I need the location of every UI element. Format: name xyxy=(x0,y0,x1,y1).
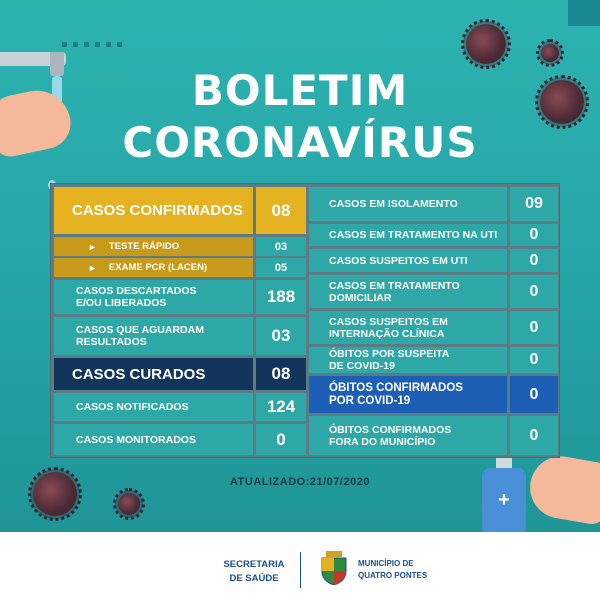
cured-value: 08 xyxy=(256,358,306,390)
confirmed-deaths-value: 0 xyxy=(510,376,558,413)
title-line-2: CORONAVÍRUS xyxy=(122,118,478,167)
deaths-outside-value: 0 xyxy=(510,416,558,455)
clinical-suspected-label-line-2: INTERNAÇÃO CLÍNICA xyxy=(329,327,445,340)
municipality-line-2: QUATRO PONTES xyxy=(358,571,428,580)
deaths-outside-label-line-2: FORA DO MUNICÍPIO xyxy=(329,435,436,448)
rapid-test-label: TESTE RÁPIDO xyxy=(108,241,180,252)
awaiting-value: 03 xyxy=(256,317,306,355)
corner-decoration xyxy=(568,0,600,26)
discarded-value: 188 xyxy=(256,280,306,314)
suspected-deaths-value: 0 xyxy=(510,347,558,373)
isolation-value: 09 xyxy=(510,187,558,221)
icu-suspected-label: CASOS SUSPEITOS EM UTI xyxy=(309,249,507,272)
dots-decoration xyxy=(62,42,122,47)
home-treatment-label-line-1: CASOS EM TRATAMENTO xyxy=(329,279,460,292)
monitored-label: CASOS MONITORADOS xyxy=(54,424,253,455)
pcr-test-value: 05 xyxy=(256,258,306,277)
confirmed-deaths-label xyxy=(309,376,507,413)
isolation-label: CASOS EM ISOLAMENTO xyxy=(309,187,507,221)
home-treatment-value: 0 xyxy=(510,275,558,308)
discarded-label-line-1: CASOS DESCARTADOS xyxy=(76,285,197,297)
suspected-deaths-label-line-2: DE COVID-19 xyxy=(329,360,395,372)
discarded-label xyxy=(54,280,253,314)
health-department-label xyxy=(214,558,294,586)
clinical-suspected-label xyxy=(309,311,507,344)
municipality-label xyxy=(358,558,448,582)
discarded-label-line-2: E/OU LIBERADOS xyxy=(76,297,167,309)
awaiting-label-line-2: RESULTADOS xyxy=(76,336,147,348)
virus-icon xyxy=(118,493,140,515)
rapid-test-row xyxy=(54,237,253,256)
cross-icon: + xyxy=(498,489,510,511)
health-department-line-1: SECRETARIA xyxy=(223,559,285,570)
clinical-suspected-label-line-1: CASOS SUSPEITOS EM xyxy=(329,315,448,328)
rapid-test-value: 03 xyxy=(256,237,306,256)
confirmed-value: 08 xyxy=(256,187,306,234)
bullet-arrow-icon: ► xyxy=(88,241,97,252)
icu-treatment-label: CASOS EM TRATAMENTO NA UTI xyxy=(309,224,507,246)
municipal-crest-icon xyxy=(320,551,348,585)
pcr-test-row xyxy=(54,258,253,277)
awaiting-label-line-1: CASOS QUE AGUARDAM xyxy=(76,324,204,336)
hand-icon xyxy=(525,452,600,527)
municipality-line-1: MUNICÍPIO DE xyxy=(358,559,414,568)
cured-label: CASOS CURADOS xyxy=(54,358,253,390)
home-treatment-label xyxy=(309,275,507,308)
updated-date: ATUALIZADO:21/07/2020 xyxy=(230,476,370,488)
notified-value: 124 xyxy=(256,393,306,421)
footer-divider xyxy=(300,552,301,588)
monitored-value: 0 xyxy=(256,424,306,455)
confirmed-deaths-label-line-2: POR COVID-19 xyxy=(329,394,411,407)
health-department-line-2: DE SAÚDE xyxy=(229,573,279,584)
virus-icon xyxy=(466,24,506,64)
title-line-1: BOLETIM xyxy=(191,66,409,115)
deaths-outside-label-line-1: ÓBITOS CONFIRMADOS xyxy=(329,423,452,436)
statistics-table xyxy=(50,183,560,458)
home-treatment-label-line-2: DOMICILIAR xyxy=(329,291,392,304)
virus-icon xyxy=(541,44,559,62)
clinical-suspected-value: 0 xyxy=(510,311,558,344)
icu-suspected-value: 0 xyxy=(510,249,558,272)
suspected-deaths-label-line-1: ÓBITOS POR SUSPEITA xyxy=(329,348,450,360)
deaths-outside-label xyxy=(309,416,507,455)
bullet-arrow-icon: ► xyxy=(88,262,97,273)
notified-label: CASOS NOTIFICADOS xyxy=(54,393,253,421)
icu-treatment-value: 0 xyxy=(510,224,558,246)
confirmed-label: CASOS CONFIRMADOS xyxy=(54,187,253,234)
suspected-deaths-label xyxy=(309,347,507,373)
awaiting-label xyxy=(54,317,253,355)
pcr-test-label: EXAME PCR (LACEN) xyxy=(108,262,208,273)
confirmed-deaths-label-line-1: ÓBITOS CONFIRMADOS xyxy=(329,381,463,394)
